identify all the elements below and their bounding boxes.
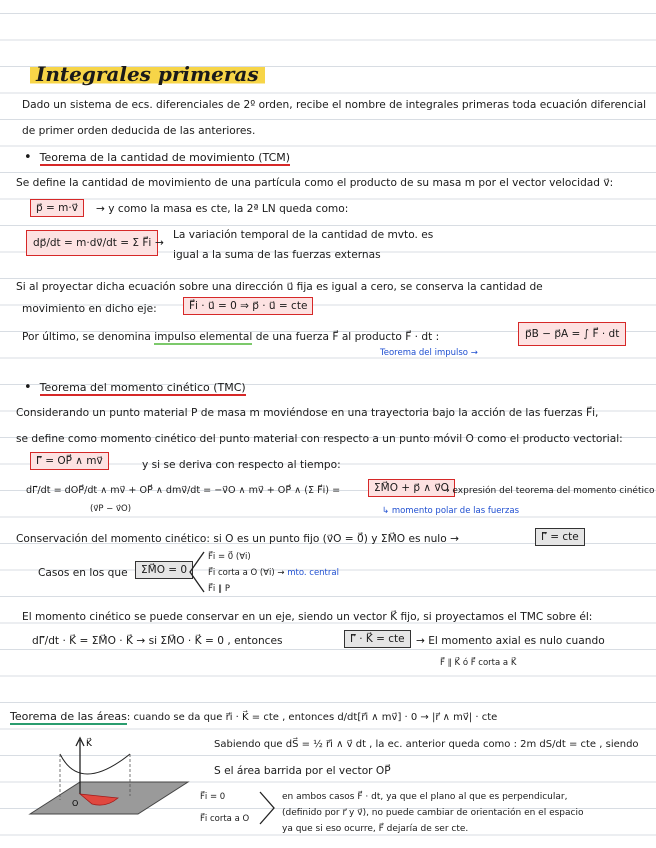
areas-line-3: S el área barrida por el vector OP⃗ [214, 765, 391, 777]
case-2-row [208, 566, 339, 580]
tcm-line-4: movimiento en dicho eje: [22, 303, 157, 315]
tcm-line-1: Se define la cantidad de movimiento de una partícula como el producto de su masa m por el vector velocidad v⃗: [16, 177, 614, 189]
tmc-after-box1: y si se deriva con respecto al tiempo: [142, 459, 341, 471]
intro-line-2: de primer orden deducida de las anteriores. [22, 125, 256, 137]
figure-k-label: K⃗ [86, 739, 92, 749]
tcm-line-3: Si al proyectar dicha ecuación sobre una dirección u⃗ fija es igual a cero, se conserva la cantidad de [16, 281, 543, 293]
area-conclusion-1: en ambos casos F⃗ · dt, ya que el plano al que es perpendicular, [282, 792, 568, 802]
tmc-equation: dΓ⃗/dt = dOP⃗/dt ∧ mv⃗ + OP⃗ ∧ dmv⃗/dt = −v⃗O ∧ mv⃗ + OP⃗ ∧ (Σ F⃗i) = [26, 485, 341, 496]
axis-equation: dΓ⃗/dt · K⃗ = ΣM⃗O · K⃗ → si ΣM⃗O · K⃗ = 0 , entonces [32, 635, 283, 647]
areas-heading-row [10, 710, 497, 725]
conservation-line: Conservación del momento cinético: si O es un punto fijo (v⃗O = 0⃗) y ΣM⃗O es nulo → [16, 533, 459, 545]
tmc-sub-note: (v⃗P − v⃗O) [90, 504, 132, 514]
area-swept-figure [20, 734, 190, 834]
case-3: F⃗i ∥ P [208, 584, 231, 594]
areas-line-2: Sabiendo que dS⃗ = ½ r⃗i ∧ v⃗ dt , la ec. anterior queda como : 2m dS/dt = cte , siendo [214, 739, 639, 750]
figure-o-label: O [72, 799, 79, 808]
page-title: Integrales primeras [30, 62, 265, 86]
tcm-line-5b: de una fuerza F⃗ al producto F⃗ · dt : [255, 331, 440, 343]
central-motion-note: mto. central [287, 568, 339, 578]
bullet-icon: • [24, 150, 32, 165]
area-condition-2: F⃗i corta a O [200, 814, 250, 824]
area-conclusion-3: ya que si eso ocurre, F⃗ dejaría de ser cte. [282, 824, 469, 834]
bullet-icon: • [24, 380, 32, 395]
tcm-line-5a: Por último, se denomina [22, 331, 151, 343]
tcm-heading: Teorema de la cantidad de movimiento (TCM) [39, 151, 291, 164]
angular-momentum-box: Γ⃗ = OP⃗ ∧ mv⃗ [30, 452, 109, 470]
area-condition-1: F⃗i = 0 [200, 792, 226, 802]
tmc-heading: Teorema del momento cinético (TMC) [39, 381, 246, 394]
tcm-heading-row [24, 150, 290, 165]
tmc-line-1: Considerando un punto material P de masa m moviéndose en una trayectoria bajo la acción de las fuerzas F⃗i, [16, 407, 599, 419]
axis-note-2: F⃗ ∥ K⃗ ó F⃗ corta a K⃗ [440, 658, 517, 668]
newton-law-box: dp⃗/dt = m·dv⃗/dt = Σ F⃗i [26, 230, 158, 256]
area-conclusion-2: (definido por r⃗ y v⃗), no puede cambiar de orientación en el espacio [282, 808, 584, 818]
tcm-after-box1: → y como la masa es cte, la 2ª LN queda como: [96, 203, 349, 215]
impulse-theorem-label: Teorema del impulso → [380, 348, 478, 358]
tcm-note-2: igual a la suma de las fuerzas externas [173, 249, 381, 261]
tmc-line-2: se define como momento cinético del punto material con respecto a un punto móvil O como el producto vectorial: [16, 433, 623, 445]
axis-result-box: Γ⃗ · K⃗ = cte [344, 630, 411, 648]
conservation-result-box: Γ⃗ = cte [535, 528, 585, 546]
axis-note-1: → El momento axial es nulo cuando [416, 635, 605, 647]
conservation-box: F⃗i · u⃗ = 0 ⇒ p⃗ · u⃗ = cte [183, 297, 313, 315]
cases-box: ΣM⃗O = 0 [135, 561, 193, 579]
conditions-brace-icon [258, 790, 278, 826]
areas-heading: Teorema de las áreas [10, 710, 127, 723]
tmc-expression-note: → expresión del teorema del momento cinético [442, 486, 655, 496]
cases-brace-icon [186, 550, 206, 594]
tmc-heading-row [24, 380, 246, 395]
cases-label: Casos en los que [38, 567, 128, 579]
polar-moment-note: ↳ momento polar de las fuerzas [382, 506, 520, 516]
areas-line-1: : cuando se da que r⃗i · K⃗ = cte , entonces d/dt[r⃗i ∧ mv⃗] · 0 → |r⃗ ∧ mv⃗| · cte [126, 712, 498, 723]
tcm-note-1: La variación temporal de la cantidad de mvto. es [173, 229, 434, 241]
tcm-line-5 [22, 330, 439, 344]
tmc-result-box: ΣM⃗O + p⃗ ∧ v⃗O [368, 479, 455, 497]
impulso-term: impulso elemental [154, 331, 253, 343]
impulse-box: p⃗B − p⃗A = ∫ F⃗ · dt [518, 322, 626, 346]
intro-line-1: Dado un sistema de ecs. diferenciales de 2º orden, recibe el nombre de integrales primeras toda ecuación diferencial [22, 99, 647, 111]
momentum-definition-box: p⃗ = m·v⃗ [30, 199, 84, 217]
tcm-arrow: → [155, 237, 164, 249]
axis-line: El momento cinético se puede conservar en un eje, siendo un vector K⃗ fijo, si proyectamos el TMC sobre él: [22, 611, 593, 623]
case-1: F⃗i = 0⃗ (∀i) [208, 552, 251, 562]
case-2: F⃗i corta a O (∀i) → [208, 568, 285, 578]
